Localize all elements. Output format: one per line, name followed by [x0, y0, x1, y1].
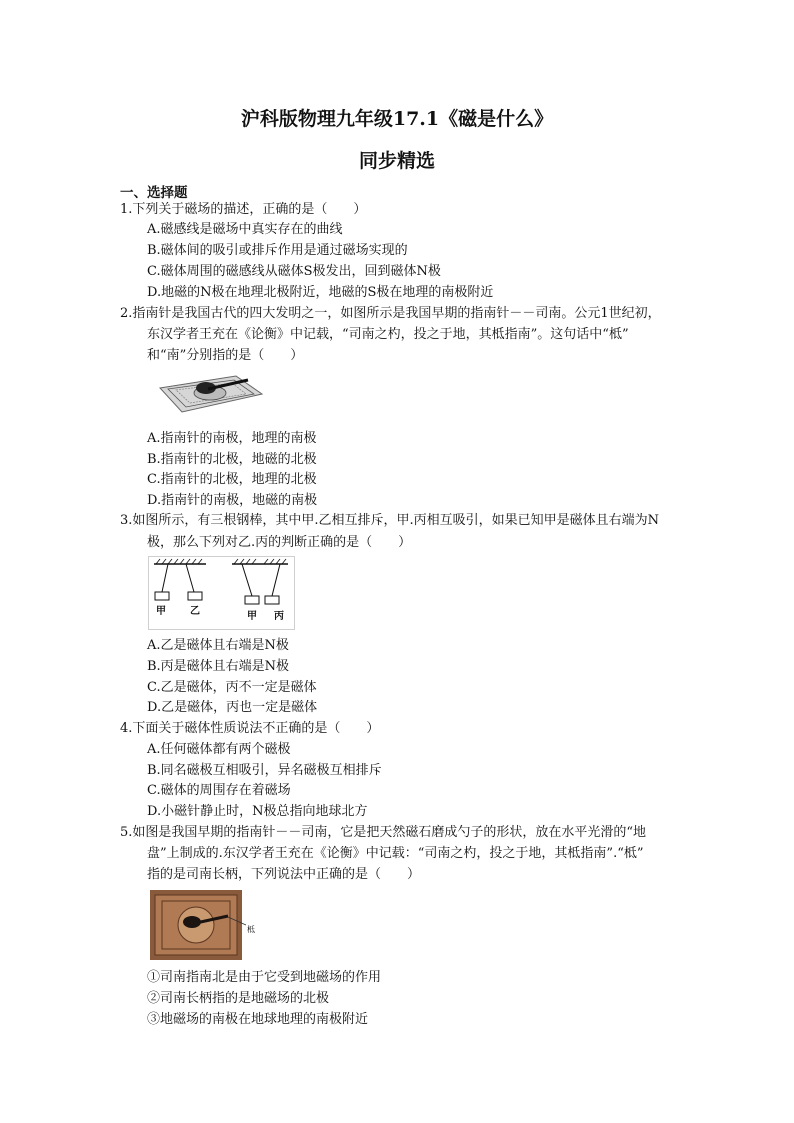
- question-3-option-d: D.乙是磁体，丙也一定是磁体: [147, 700, 318, 715]
- question-2-option-d: D.指南针的南极，地磁的南极: [147, 493, 318, 508]
- question-5-stem-line-2: 盘”上制成的.东汉学者王充在《论衡》中记载：“司南之杓，投之于地，其柢指南”.“柢”: [147, 846, 644, 861]
- question-3-stem-line-2: 极，那么下列对乙.丙的判断正确的是（ ）: [147, 535, 412, 550]
- question-4-option-a: A.任何磁体都有两个磁极: [147, 742, 291, 757]
- question-2-stem-line-2: 东汉学者王充在《论衡》中记载，“司南之杓，投之于地，其柢指南”。这句话中“柢”: [147, 327, 629, 342]
- handle-label-di: 柢: [247, 925, 255, 934]
- sinan-compass-image-2: [150, 890, 262, 960]
- question-5-statement-2: ②司南长柄指的是地磁场的北极: [147, 991, 330, 1006]
- rod-label-jia-left: 甲: [156, 606, 166, 617]
- question-5-statement-1: ①司南指南北是由于它受到地磁场的作用: [147, 970, 382, 985]
- question-4-option-c: C.磁体的周围存在着磁场: [147, 783, 291, 798]
- question-5-stem-line-3: 指的是司南长柄，下列说法中正确的是（ ）: [147, 867, 421, 882]
- question-4-option-b: B.同名磁极互相吸引，异名磁极互相排斥: [147, 763, 382, 778]
- question-3-option-c: C.乙是磁体，丙不一定是磁体: [147, 680, 317, 695]
- question-1-option-d: D.地磁的N极在地理北极附近，地磁的S极在地理的南极附近: [147, 285, 494, 300]
- question-1-stem: 1.下列关于磁场的描述，正确的是（ ）: [120, 202, 367, 217]
- question-5-stem-line-1: 5.如图是我国早期的指南针－－司南，它是把天然磁石磨成勺子的形状，放在水平光滑的“地: [120, 825, 647, 840]
- document-subtitle: 同步精选: [358, 150, 435, 172]
- section-heading: 一、选择题: [120, 185, 188, 201]
- question-1-option-a: A.磁感线是磁场中真实存在的曲线: [147, 222, 343, 237]
- steel-rods-figure: [148, 556, 295, 630]
- question-3-stem-line-1: 3.如图所示，有三根钢棒，其中甲.乙相互排斥，甲.丙相互吸引，如果已知甲是磁体且右端为N: [120, 513, 660, 528]
- sinan-compass-image-1: [148, 370, 264, 418]
- question-2-stem-line-3: 和“南”分别指的是（ ）: [147, 348, 304, 363]
- question-2-option-a: A.指南针的南极，地理的南极: [147, 431, 317, 446]
- document-title: 沪科版物理九年级17.1《磁是什么》: [240, 108, 554, 130]
- question-3-option-a: A.乙是磁体且右端是N极: [147, 638, 289, 653]
- question-1-option-b: B.磁体间的吸引或排斥作用是通过磁场实现的: [147, 243, 408, 258]
- question-2-option-b: B.指南针的北极，地磁的北极: [147, 452, 317, 467]
- question-4-stem: 4.下面关于磁体性质说法不正确的是（ ）: [120, 721, 380, 736]
- question-2-option-c: C.指南针的北极，地理的北极: [147, 472, 317, 487]
- question-4-option-d: D.小磁针静止时，N极总指向地球北方: [147, 804, 368, 819]
- question-1-option-c: C.磁体周围的磁感线从磁体S极发出，回到磁体N极: [147, 264, 441, 279]
- rod-label-yi: 乙: [190, 606, 200, 617]
- rod-label-bing: 丙: [274, 611, 284, 622]
- question-5-statement-3: ③地磁场的南极在地球地理的南极附近: [147, 1012, 369, 1027]
- rod-label-jia-right: 甲: [247, 611, 257, 622]
- question-3-option-b: B.丙是磁体且右端是N极: [147, 659, 290, 674]
- question-2-stem-line-1: 2.指南针是我国古代的四大发明之一，如图所示是我国早期的指南针－－司南。公元1世纪初，: [120, 306, 661, 321]
